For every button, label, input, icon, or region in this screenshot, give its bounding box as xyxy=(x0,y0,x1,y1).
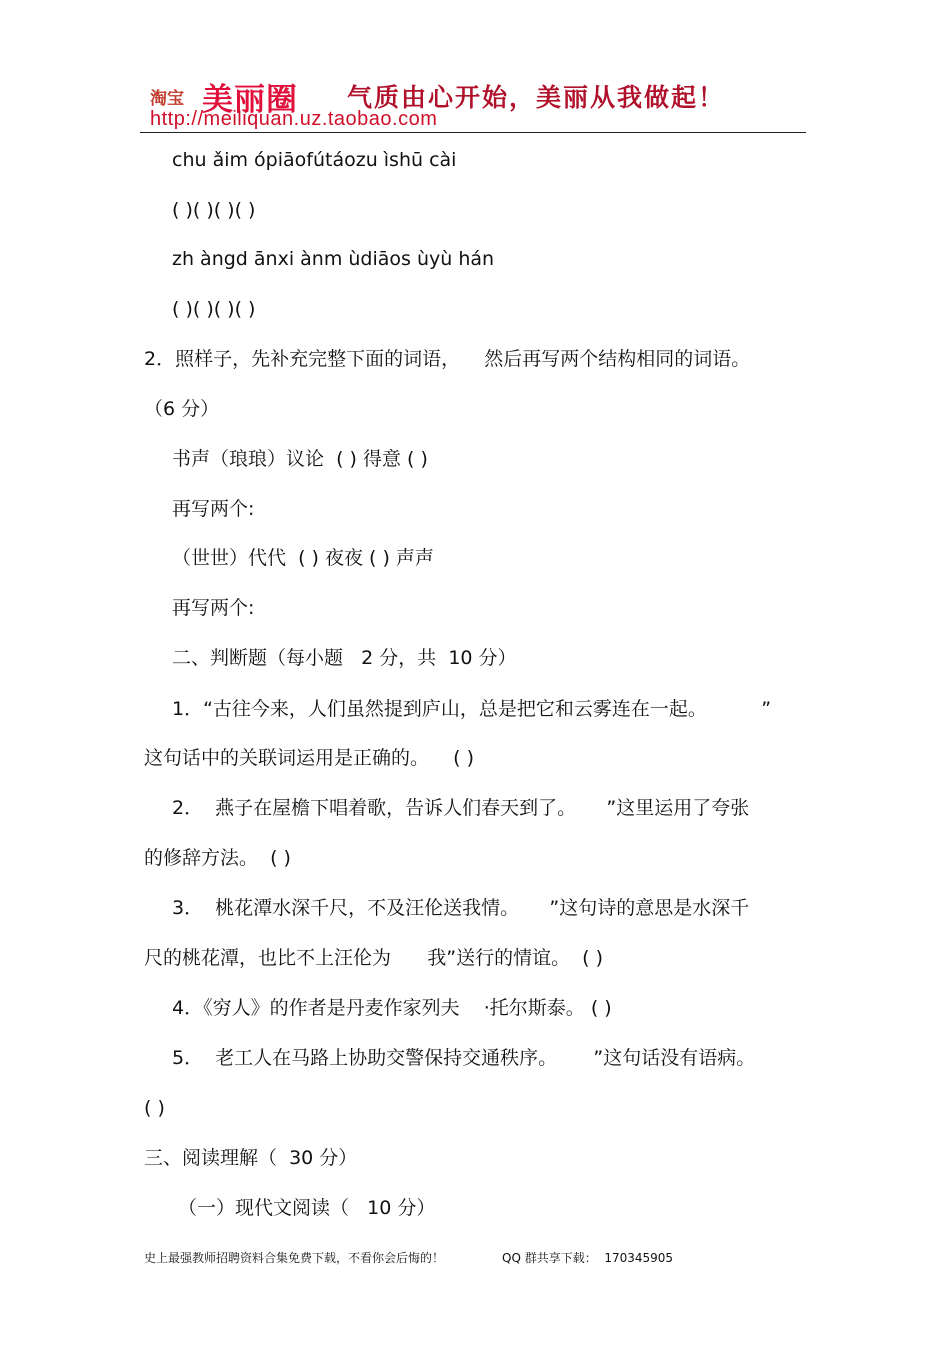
answer-blanks-2: ( )( )( )( ) xyxy=(172,298,256,320)
header-divider xyxy=(140,132,806,133)
question-2-score: （6 分） xyxy=(144,398,220,420)
judge-item-1-line-2: 这句话中的关联词运用是正确的。 ( ) xyxy=(144,747,475,769)
judge-item-5-line-2: ( ) xyxy=(144,1097,165,1119)
brand-logo-text: 美丽圈 xyxy=(202,82,298,118)
judge-item-4: 4．《穷人》的作者是丹麦作家列夫 ·托尔斯泰。 ( ) xyxy=(172,997,612,1019)
pinyin-line-2: zh àngd ānxi ànm ùdiāos ùyù hán xyxy=(172,248,495,270)
question-2-example-2: （世世）代代 ( ) 夜夜 ( ) 声声 xyxy=(172,547,434,569)
section-3-heading: 三、阅读理解（ 30 分） xyxy=(144,1147,358,1169)
write-two-label-1: 再写两个: xyxy=(172,498,255,520)
pinyin-line-1: chu ǎim ópiāofútáozu ìshū cài xyxy=(172,149,457,171)
judge-item-2-line-2: 的修辞方法。 ( ) xyxy=(144,847,291,869)
write-two-label-2: 再写两个: xyxy=(172,597,255,619)
question-2-prompt: 2．照样子，先补充完整下面的词语， 然后再写两个结构相同的词语。 xyxy=(144,348,751,370)
question-2-example-1: 书声（琅琅）议论 ( ) 得意 ( ) xyxy=(172,448,428,470)
subsection-1-heading: （一）现代文阅读（ 10 分） xyxy=(178,1197,436,1219)
taobao-label: 淘宝 xyxy=(150,89,184,109)
judge-item-3-line-1: 3． 桃花潭水深千尺，不及汪伦送我情。 ”这句诗的意思是水深千 xyxy=(172,897,750,919)
footer-qq-text: QQ 群共享下载： 170345905 xyxy=(502,1251,674,1265)
judge-item-5-line-1: 5． 老工人在马路上协助交警保持交通秩序。 ”这句话没有语病。 xyxy=(172,1047,756,1069)
header-banner xyxy=(140,74,806,132)
judge-item-3-line-2: 尺的桃花潭，也比不上汪伦为 我”送行的情谊。 ( ) xyxy=(144,947,604,969)
section-2-heading: 二、判断题（每小题 2 分，共 10 分） xyxy=(172,647,517,669)
judge-item-2-line-1: 2． 燕子在屋檐下唱着歌，告诉人们春天到了。 ”这里运用了夸张 xyxy=(172,797,750,819)
footer-promo-text: 史上最强教师招聘资料合集免费下载，不看你会后悔的！ xyxy=(144,1251,445,1265)
answer-blanks-1: ( )( )( )( ) xyxy=(172,199,256,221)
judge-item-1-line-1: 1．“古往今来，人们虽然提到庐山，总是把它和云雾连在一起。 ” xyxy=(172,698,772,720)
shop-url: http://meiliquan.uz.taobao.com xyxy=(150,108,438,130)
slogan: 气质由心开始，美丽从我做起！ xyxy=(347,83,726,112)
